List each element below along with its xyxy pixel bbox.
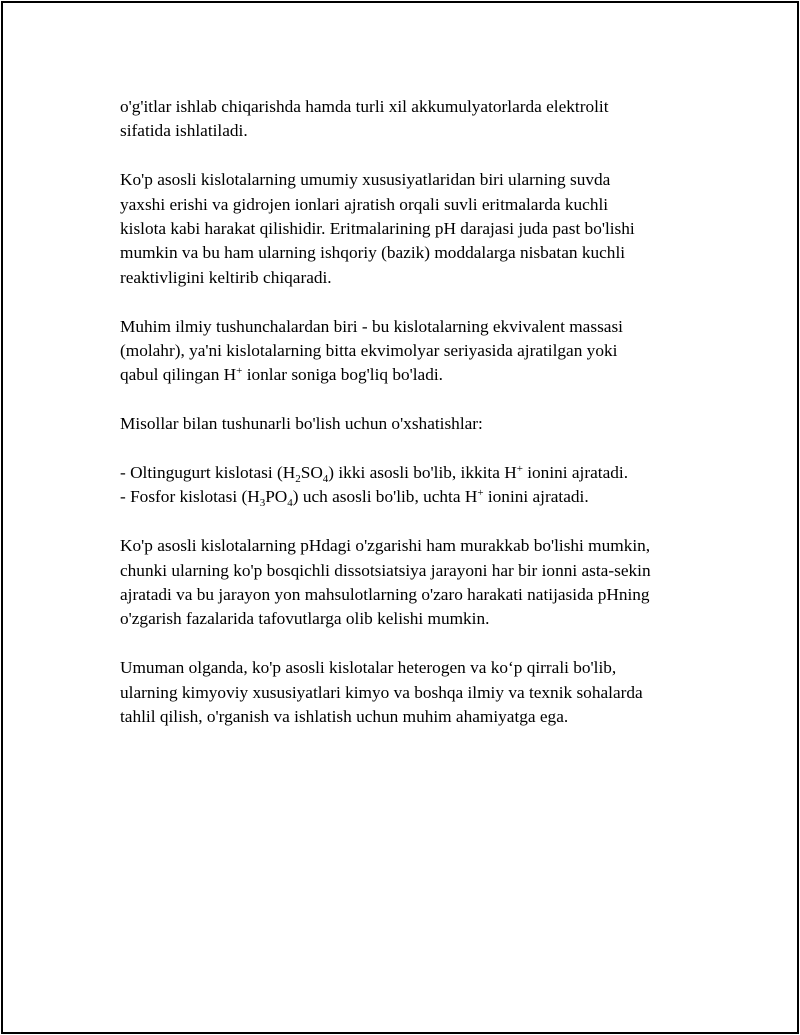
paragraph-4 bbox=[120, 412, 720, 436]
text-line: (molahr), ya'ni kislotalarning bitta ekvimolyar seriyasida ajratilgan yoki bbox=[120, 341, 618, 361]
text-line: reaktivligini keltirib chiqaradi. bbox=[120, 267, 332, 287]
paragraph-3 bbox=[120, 315, 720, 388]
list-item bbox=[120, 485, 720, 509]
text-line: ajratadi va bu jarayon yon mahsulotlarning o'zaro harakati natijasida pHning bbox=[120, 585, 650, 605]
text-run: - Fosfor kislotasi (H bbox=[120, 487, 260, 507]
text-run: ) ikki asosli bo'lib, ikkita H bbox=[328, 463, 517, 483]
text-run: SO bbox=[300, 463, 323, 483]
text-line: Ko'p asosli kislotalarning umumiy xususiyatlaridan biri ularning suvda bbox=[120, 170, 611, 190]
text-line: Ko'p asosli kislotalarning pHdagi o'zgarishi ham murakkab bo'lishi mumkin, bbox=[120, 536, 651, 556]
paragraph-6 bbox=[120, 656, 720, 729]
text-line: Muhim ilmiy tushunchalardan biri - bu kislotalarning ekvivalent massasi bbox=[120, 316, 623, 336]
text-run: PO bbox=[265, 487, 288, 507]
paragraph-5 bbox=[120, 534, 720, 632]
list-item bbox=[120, 461, 720, 485]
text-line bbox=[120, 363, 720, 387]
text-line: Umuman olganda, ko'p asosli kislotalar heterogen va ko‘p qirrali bo'lib, bbox=[120, 658, 617, 678]
text-line: chunki ularning ko'p bosqichli dissotsiatsiya jarayoni har bir ionni asta-sekin bbox=[120, 560, 651, 580]
examples-list bbox=[120, 461, 720, 510]
subscript: 2 bbox=[295, 473, 301, 486]
paragraph-2 bbox=[120, 168, 720, 290]
text-line: ularning kimyoviy xususiyatlari kimyo va boshqa ilmiy va texnik sohalarda bbox=[120, 682, 643, 702]
text-run: ionini ajratadi. bbox=[522, 463, 629, 483]
text-line: yaxshi erishi va gidrojen ionlari ajratish orqali suvli eritmalarda kuchli bbox=[120, 194, 609, 214]
text-line: tahlil qilish, o'rganish va ishlatish uchun muhim ahamiyatga ega. bbox=[120, 707, 569, 727]
text-line: Misollar bilan tushunarli bo'lish uchun o'xshatishlar: bbox=[120, 414, 483, 434]
text-line: o'zgarish fazalarida tafovutlarga olib kelishi mumkin. bbox=[120, 609, 490, 629]
subscript: 4 bbox=[287, 497, 293, 510]
text-line: sifatida ishlatiladi. bbox=[120, 121, 248, 141]
text-run: - Oltingugurt kislotasi (H bbox=[120, 463, 296, 483]
text-line: o'g'itlar ishlab chiqarishda hamda turli xil akkumulyatorlarda elektrolit bbox=[120, 97, 609, 116]
document-body bbox=[120, 95, 720, 754]
text-line: mumkin va bu ham ularning ishqoriy (bazik) moddalarga nisbatan kuchli bbox=[120, 243, 626, 263]
text-line: kislota kabi harakat qilishidir. Eritmalarining pH darajasi juda past bo'lishi bbox=[120, 219, 635, 239]
text-run: ) uch asosli bo'lib, uchta H bbox=[292, 487, 478, 507]
document-page bbox=[1, 1, 799, 1034]
subscript: 4 bbox=[322, 473, 329, 486]
text-run: ionlar soniga bog'liq bo'ladi. bbox=[242, 365, 443, 385]
superscript: + bbox=[236, 365, 243, 378]
text-run: qabul qilingan H bbox=[120, 365, 237, 385]
superscript: + bbox=[516, 463, 523, 476]
superscript: + bbox=[477, 487, 484, 500]
paragraph-1 bbox=[120, 95, 720, 144]
text-run: ionini ajratadi. bbox=[483, 487, 589, 507]
subscript: 3 bbox=[259, 497, 266, 510]
